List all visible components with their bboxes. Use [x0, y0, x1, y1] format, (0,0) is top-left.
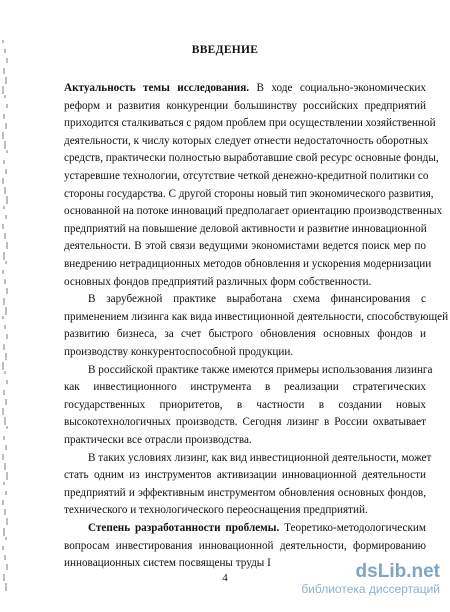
text-line: Степень разработанности проблемы. Теоретико-методологическим	[88, 522, 426, 534]
text-line: средств, практически полностью выработавшие свой ресурс основные фонды,	[64, 152, 439, 165]
scan-mark	[2, 500, 4, 505]
scan-mark	[2, 86, 4, 94]
text-line: развитию бизнеса, за счет быстрого обновления основных фондов и	[64, 328, 426, 341]
scan-mark	[5, 123, 7, 129]
text-line: Актуальность темы исследования. В ходе социально-экономических	[64, 82, 426, 94]
scan-mark	[3, 298, 5, 305]
scan-mark	[5, 261, 7, 264]
scan-mark	[3, 206, 5, 209]
scan-mark	[3, 68, 5, 74]
scan-mark	[4, 95, 6, 98]
scan-mark	[6, 472, 8, 480]
text-line: вопросам инвестирования инновационной деятельности, формированию	[64, 539, 426, 552]
text-line: высокотехнологичных производств. Сегодня лизинг в России охватывает	[64, 416, 426, 429]
scan-mark	[2, 454, 4, 460]
text-line: реформ и развития конкуренции большинству российских предприятий	[64, 99, 426, 112]
text-line: технического и технологического переоснащения предприятий.	[64, 504, 368, 517]
scan-mark	[2, 224, 4, 229]
scan-mark	[6, 104, 8, 108]
text-line: предприятий на повышение деловой активности и развитие инновационной	[64, 222, 427, 235]
scan-mark	[4, 187, 6, 194]
scan-mark	[3, 114, 5, 119]
scan-mark	[5, 537, 7, 540]
text-line: применением лизинга как вида инвестиционной деятельности, способствующей	[64, 310, 449, 323]
scan-mark	[3, 436, 5, 440]
scan-mark	[5, 445, 7, 450]
scan-mark	[6, 380, 8, 384]
scan-mark	[4, 371, 6, 374]
section-title: ВВЕДЕНИЕ	[191, 44, 259, 56]
text-line: деятельности. В этой связи ведущими экономистами ведется поиск мер по	[64, 240, 426, 253]
scan-mark	[4, 417, 6, 425]
text-line: практически все отрасли производства.	[64, 434, 252, 446]
scan-mark	[5, 77, 7, 84]
text-line: устаревшие технологии, отсутствие четкой денежно-кредитной политики со	[64, 170, 429, 182]
text-line: как инвестиционного инструмента в реализации стратегических	[64, 381, 426, 394]
scan-mark	[2, 132, 4, 139]
scan-mark	[3, 482, 5, 485]
scan-mark	[3, 344, 5, 350]
scan-mark	[5, 399, 7, 405]
scan-mark	[6, 196, 8, 204]
scan-mark	[5, 215, 7, 219]
watermark	[301, 562, 440, 596]
scan-mark	[4, 141, 6, 149]
scan-mark	[5, 307, 7, 315]
scan-mark	[2, 178, 4, 184]
text-line: В зарубежной практике выработана схема финансирования с	[88, 293, 426, 306]
page-number: 4	[222, 572, 228, 584]
text-line: стать одним из инструментов активизации инновационной деятельности	[64, 469, 426, 482]
text-line: приходится сталкиваться с рядом проблем при осуществлении хозяйственной	[64, 117, 436, 130]
scan-mark	[6, 288, 8, 294]
scan-mark	[6, 334, 8, 339]
text-line: В таких условиях лизинг, как вид инвестиционной деятельности, может	[88, 451, 432, 464]
scan-mark	[6, 564, 8, 570]
text-line: стороны государства. С другой стороны новый тип экономического развития,	[64, 187, 434, 200]
scan-mark	[6, 518, 8, 525]
scan-mark	[3, 528, 5, 536]
scan-mark	[4, 509, 6, 515]
scan-mark	[2, 316, 4, 319]
scan-mark	[4, 279, 6, 284]
watermark-subtitle: библиотека диссертаций	[301, 582, 440, 596]
scan-mark	[2, 362, 4, 370]
scan-mark	[4, 233, 6, 239]
text-line: производству конкурентоспособной продукции.	[64, 346, 294, 358]
text-line: предприятий и эффективным инструментом обновления основных фондов,	[64, 486, 426, 499]
bold-heading-span: Актуальность темы исследования.	[64, 82, 250, 94]
scan-mark	[6, 58, 8, 63]
scan-mark	[6, 242, 8, 249]
scan-mark	[3, 252, 5, 260]
text-line: инновационных систем посвящены труды I	[64, 557, 271, 570]
text-line: внедрению нетрадиционных методов обновления и ускорения модернизации	[64, 258, 432, 270]
text-line: основных фондов предприятий различных форм собственности.	[64, 275, 372, 288]
scan-mark	[2, 408, 4, 415]
scan-mark	[2, 40, 4, 43]
scan-mark	[5, 169, 7, 174]
text-line: государственных приоритетов, в частности в создании новых	[64, 398, 426, 411]
bold-heading-span: Степень разработанности проблемы.	[88, 522, 280, 534]
scan-edge-marks	[2, 40, 14, 600]
scan-mark	[4, 555, 6, 560]
text-line: основанной на потоке инноваций предполагает ориентацию производственных	[64, 205, 443, 218]
scan-mark	[6, 150, 8, 153]
scan-mark	[2, 270, 4, 274]
text-line: деятельности, к числу которых следует отнести недостаточность оборотных	[64, 134, 429, 147]
scan-mark	[2, 546, 4, 550]
scan-mark	[3, 160, 5, 164]
watermark-logo: dsLib.net	[355, 561, 440, 582]
scan-mark	[5, 491, 7, 495]
scan-mark	[5, 353, 7, 360]
scan-mark	[4, 325, 6, 329]
scan-mark	[3, 390, 5, 395]
scan-mark	[6, 426, 8, 429]
scan-mark	[4, 463, 6, 470]
text-line: В российской практике также имеются примеры использования лизинга	[88, 363, 433, 376]
